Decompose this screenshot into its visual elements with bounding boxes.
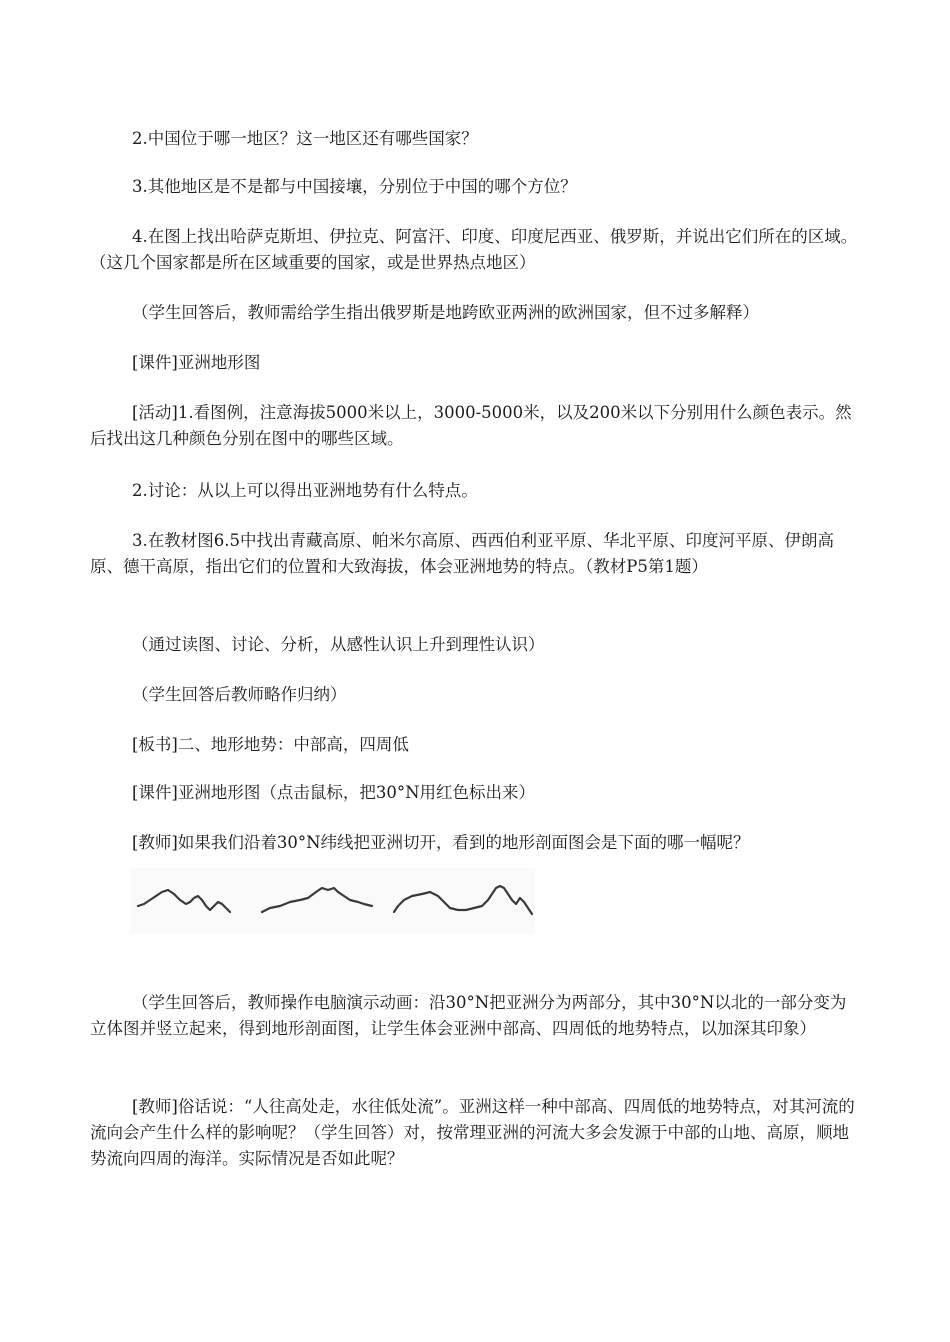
teacher-note-russia: （学生回答后，教师需给学生指出俄罗斯是地跨欧亚两洲的欧洲国家，但不过多解释） [132, 303, 759, 322]
question-4: 4.在图上找出哈萨克斯坦、伊拉克、阿富汗、印度、印度尼西亚、俄罗斯，并说出它们所在的区域。（这几个国家都是所在区域重要的国家，或是世界热点地区） [90, 227, 858, 272]
activity-3: 3.在教材图6.5中找出青藏高原、帕米尔高原、西西伯利亚平原、华北平原、印度河平原、伊朗高原、德干高原，指出它们的位置和大致海拔，体会亚洲地势的特点。（教材P5第1题） [90, 531, 834, 576]
terrain-profile-3 [394, 886, 532, 914]
note-reading-maps: （通过读图、讨论、分析，从感性认识上升到理性认识） [132, 635, 545, 654]
terrain-profile-1 [138, 890, 230, 912]
courseware-30n: [课件]亚洲地形图（点击鼠标，把30°N用红色标出来） [132, 783, 536, 802]
terrain-profile-figure [130, 868, 535, 934]
terrain-profile-2 [262, 888, 372, 912]
activity-2: 2.讨论：从以上可以得出亚洲地势有什么特点。 [132, 481, 478, 500]
question-3: 3.其他地区是不是都与中国接壤，分别位于中国的哪个方位？ [132, 177, 577, 196]
activity-1: [活动]1.看图例，注意海拔5000米以上，3000-5000米，以及200米以下分别用什么颜色表示。然后找出这几种颜色分别在图中的哪些区域。 [90, 403, 852, 448]
courseware-terrain-map: [课件]亚洲地形图 [132, 353, 261, 372]
board-writing: [板书]二、地形地势：中部高，四周低 [132, 735, 409, 754]
teacher-question-profile: [教师]如果我们沿着30°N纬线把亚洲切开，看到的地形剖面图会是下面的哪一幅呢？ [132, 833, 750, 852]
question-2: 2.中国位于哪一地区？这一地区还有哪些国家？ [132, 129, 478, 148]
teacher-proverb: [教师]俗话说：“人往高处走，水往低处流”。亚洲这样一种中部高、四周低的地势特点，对其河流的流向会产生什么样的影响呢？（学生回答）对，按常理亚洲的河流大多会发源于中部的山地、高原，顺地势流向四周的海洋。实际情况是否如此呢？ [90, 1097, 855, 1168]
terrain-profile-options [130, 868, 535, 934]
teacher-demo-note: （学生回答后，教师操作电脑演示动画：沿30°N把亚洲分为两部分，其中30°N以北的一部分变为立体图并竖立起来，得到地形剖面图，让学生体会亚洲中部高、四周低的地势特点，以加深其印象） [90, 993, 847, 1038]
note-summary: （学生回答后教师略作归纳） [132, 685, 347, 704]
